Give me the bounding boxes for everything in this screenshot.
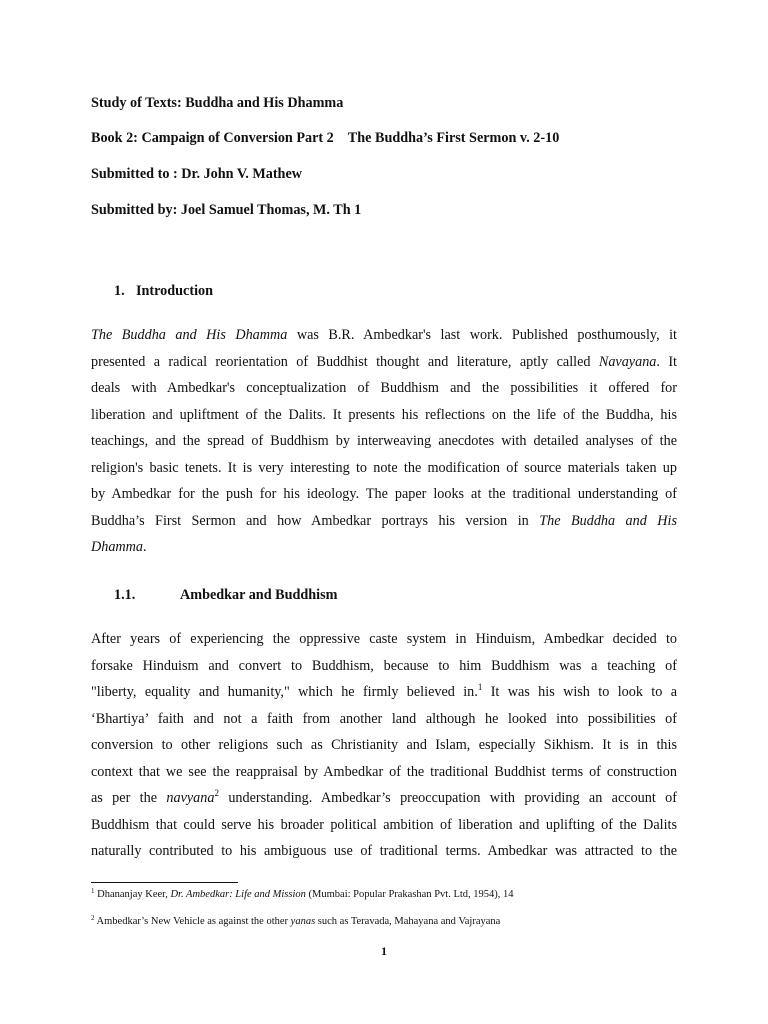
text-line: presented a radical reorientation of Buddhist thought and literature, aptly called Navayana. It xyxy=(91,353,677,370)
text-line: naturally contributed to his ambiguous use of traditional terms. Ambedkar was attracted to the xyxy=(91,843,677,859)
text-line: Dhamma. xyxy=(91,539,147,555)
submitted-by: Submitted by: Joel Samuel Thomas, M. Th 1 xyxy=(91,202,362,218)
text-line: The Buddha and His Dhamma was B.R. Ambedkar's last work. Published posthumously, it xyxy=(91,327,677,343)
text-line: Buddhism that could serve his broader political ambition of liberation and uplifting of the Dalits xyxy=(91,816,677,833)
section-number: 1.1. xyxy=(114,587,136,603)
text-line: context that we see the reappraisal by Ambedkar of the traditional Buddhist terms of construction xyxy=(91,763,677,780)
footnote-separator xyxy=(91,882,238,883)
page-number: 1 xyxy=(381,944,387,958)
section-title: Ambedkar and Buddhism xyxy=(180,587,338,603)
footnote-ref: 2 xyxy=(214,788,219,798)
text-line: ‘Bhartiya’ faith and not a faith from another land although he looked into possibilities of xyxy=(91,710,677,727)
text-line: "liberty, equality and humanity," which he firmly believed in.$^1$ It was his wish to look to a xyxy=(91,682,677,700)
section-heading-ambedkar-and-buddhism xyxy=(114,586,337,604)
section-heading-introduction xyxy=(114,282,213,300)
text-line: Buddha’s First Sermon and how Ambedkar portrays his version in The Buddha and His xyxy=(91,512,678,529)
footnote-ref: 1 xyxy=(477,682,483,692)
paper-title xyxy=(91,129,559,147)
book-label: Book 2: Campaign of Conversion Part 2 xyxy=(91,130,334,146)
text-line: teachings, and the spread of Buddhism by interweaving anecdotes with detailed analyses of the xyxy=(91,433,677,449)
intro-paragraph xyxy=(91,322,677,561)
text-line: After years of experiencing the oppressive caste system in Hinduism, Ambedkar decided to xyxy=(91,631,677,647)
course-title: Study of Texts: Buddha and His Dhamma xyxy=(91,95,344,111)
book-title-italic: The Buddha and His Dhamma xyxy=(91,327,288,343)
text-line: forsake Hinduism and convert to Buddhism, because to him Buddhism was a teaching of xyxy=(91,657,677,674)
submitted-to: Submitted to : Dr. John V. Mathew xyxy=(91,166,302,182)
body-paragraph xyxy=(91,626,677,865)
text-line: as per the navyana$^2$ understanding. Ambedkar’s preoccupation with providing an account of xyxy=(91,788,677,806)
text-line: by Ambedkar for the push for his ideology. The paper looks at the traditional understanding of xyxy=(91,486,677,502)
text-line: religion's basic tenets. It is very interesting to note the modification of source materials taken up xyxy=(91,459,677,476)
text-line: deals with Ambedkar's conceptualization of Buddhism and the possibilities it offered for xyxy=(91,380,677,396)
sermon-label: The Buddha’s First Sermon v. 2-10 xyxy=(347,130,560,146)
text-line: liberation and upliftment of the Dalits. It presents his reflections on the life of the Buddha, his xyxy=(91,406,677,423)
footnote-1: $^1$ Dhananjay Keer, Dr. Ambedkar: Life and Mission (Mumbai: Popular Prakashan Pvt. Ltd, 1954), 14 xyxy=(91,887,514,900)
section-number: 1. xyxy=(114,283,125,299)
section-title: Introduction xyxy=(136,283,213,299)
text-line: conversion to other religions such as Christianity and Islam, especially Sikhism. It is in this xyxy=(91,737,677,753)
footnote-2: $^2$ Ambedkar’s New Vehicle as against the other yanas such as Teravada, Mahayana and Vajrayana xyxy=(91,914,501,927)
